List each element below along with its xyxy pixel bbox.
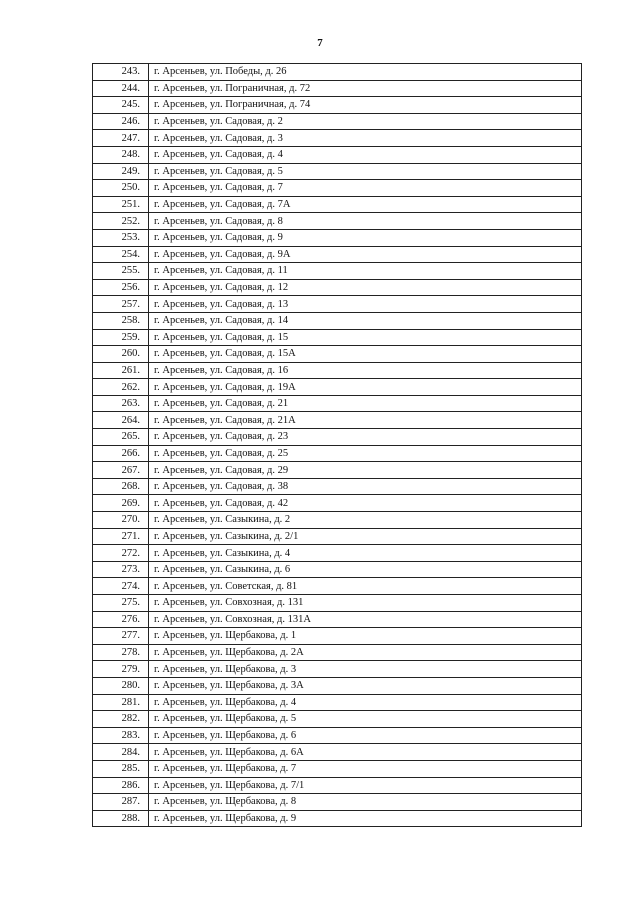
row-address: г. Арсеньев, ул. Щербакова, д. 5 — [149, 711, 582, 728]
table-row — [93, 429, 582, 446]
row-address: г. Арсеньев, ул. Садовая, д. 11 — [149, 263, 582, 280]
table-row — [93, 644, 582, 661]
row-address: г. Арсеньев, ул. Победы, д. 26 — [149, 64, 582, 81]
row-number: 271. — [93, 528, 149, 545]
row-address: г. Арсеньев, ул. Садовая, д. 23 — [149, 429, 582, 446]
row-address: г. Арсеньев, ул. Садовая, д. 7А — [149, 196, 582, 213]
row-number: 286. — [93, 777, 149, 794]
table-row — [93, 528, 582, 545]
table-row — [93, 113, 582, 130]
row-address: г. Арсеньев, ул. Садовая, д. 14 — [149, 312, 582, 329]
row-address: г. Арсеньев, ул. Садовая, д. 21А — [149, 412, 582, 429]
row-number: 259. — [93, 329, 149, 346]
row-address: г. Арсеньев, ул. Щербакова, д. 6 — [149, 727, 582, 744]
table-row — [93, 229, 582, 246]
table-row — [93, 661, 582, 678]
row-address: г. Арсеньев, ул. Сазыкина, д. 2 — [149, 512, 582, 529]
row-address: г. Арсеньев, ул. Щербакова, д. 6А — [149, 744, 582, 761]
row-number: 254. — [93, 246, 149, 263]
table-row — [93, 246, 582, 263]
row-address: г. Арсеньев, ул. Сазыкина, д. 2/1 — [149, 528, 582, 545]
table-row — [93, 329, 582, 346]
table-row — [93, 760, 582, 777]
row-address: г. Арсеньев, ул. Садовая, д. 15 — [149, 329, 582, 346]
row-number: 270. — [93, 512, 149, 529]
table-row — [93, 263, 582, 280]
address-table-body — [93, 64, 582, 827]
row-number: 275. — [93, 595, 149, 612]
row-number: 253. — [93, 229, 149, 246]
table-row — [93, 462, 582, 479]
row-address: г. Арсеньев, ул. Садовая, д. 13 — [149, 296, 582, 313]
row-number: 256. — [93, 279, 149, 296]
row-address: г. Арсеньев, ул. Садовая, д. 21 — [149, 395, 582, 412]
row-number: 274. — [93, 578, 149, 595]
row-number: 282. — [93, 711, 149, 728]
table-row — [93, 80, 582, 97]
row-address: г. Арсеньев, ул. Сазыкина, д. 4 — [149, 545, 582, 562]
row-address: г. Арсеньев, ул. Садовая, д. 19А — [149, 379, 582, 396]
table-row — [93, 495, 582, 512]
table-row — [93, 578, 582, 595]
table-row — [93, 677, 582, 694]
row-number: 272. — [93, 545, 149, 562]
row-number: 250. — [93, 180, 149, 197]
row-address: г. Арсеньев, ул. Щербакова, д. 2А — [149, 644, 582, 661]
row-number: 273. — [93, 561, 149, 578]
table-row — [93, 379, 582, 396]
row-number: 268. — [93, 478, 149, 495]
row-address: г. Арсеньев, ул. Советская, д. 81 — [149, 578, 582, 595]
table-row — [93, 163, 582, 180]
row-number: 243. — [93, 64, 149, 81]
table-row — [93, 395, 582, 412]
table-row — [93, 744, 582, 761]
table-row — [93, 561, 582, 578]
table-row — [93, 64, 582, 81]
row-number: 267. — [93, 462, 149, 479]
row-number: 288. — [93, 810, 149, 827]
row-address: г. Арсеньев, ул. Щербакова, д. 8 — [149, 794, 582, 811]
row-number: 247. — [93, 130, 149, 147]
row-number: 278. — [93, 644, 149, 661]
table-row — [93, 412, 582, 429]
table-row — [93, 196, 582, 213]
table-row — [93, 777, 582, 794]
row-number: 283. — [93, 727, 149, 744]
row-number: 266. — [93, 445, 149, 462]
row-address: г. Арсеньев, ул. Садовая, д. 4 — [149, 146, 582, 163]
table-row — [93, 711, 582, 728]
row-number: 261. — [93, 362, 149, 379]
row-address: г. Арсеньев, ул. Щербакова, д. 7 — [149, 760, 582, 777]
row-number: 287. — [93, 794, 149, 811]
row-address: г. Арсеньев, ул. Садовая, д. 9А — [149, 246, 582, 263]
table-row — [93, 97, 582, 114]
table-row — [93, 312, 582, 329]
row-number: 265. — [93, 429, 149, 446]
row-number: 263. — [93, 395, 149, 412]
row-address: г. Арсеньев, ул. Садовая, д. 42 — [149, 495, 582, 512]
row-number: 269. — [93, 495, 149, 512]
table-row — [93, 595, 582, 612]
table-row — [93, 296, 582, 313]
row-address: г. Арсеньев, ул. Пограничная, д. 72 — [149, 80, 582, 97]
row-address: г. Арсеньев, ул. Щербакова, д. 4 — [149, 694, 582, 711]
row-number: 246. — [93, 113, 149, 130]
row-address: г. Арсеньев, ул. Щербакова, д. 1 — [149, 628, 582, 645]
row-address: г. Арсеньев, ул. Щербакова, д. 3 — [149, 661, 582, 678]
address-table — [92, 63, 582, 827]
row-address: г. Арсеньев, ул. Садовая, д. 5 — [149, 163, 582, 180]
row-address: г. Арсеньев, ул. Сазыкина, д. 6 — [149, 561, 582, 578]
table-row — [93, 180, 582, 197]
row-number: 262. — [93, 379, 149, 396]
row-address: г. Арсеньев, ул. Садовая, д. 8 — [149, 213, 582, 230]
row-number: 249. — [93, 163, 149, 180]
table-row — [93, 545, 582, 562]
row-address: г. Арсеньев, ул. Щербакова, д. 7/1 — [149, 777, 582, 794]
table-row — [93, 611, 582, 628]
row-address: г. Арсеньев, ул. Щербакова, д. 9 — [149, 810, 582, 827]
row-address: г. Арсеньев, ул. Садовая, д. 16 — [149, 362, 582, 379]
row-address: г. Арсеньев, ул. Садовая, д. 29 — [149, 462, 582, 479]
table-row — [93, 146, 582, 163]
table-row — [93, 478, 582, 495]
row-address: г. Арсеньев, ул. Совхозная, д. 131 — [149, 595, 582, 612]
row-number: 281. — [93, 694, 149, 711]
table-row — [93, 628, 582, 645]
row-address: г. Арсеньев, ул. Садовая, д. 9 — [149, 229, 582, 246]
table-row — [93, 279, 582, 296]
table-row — [93, 346, 582, 363]
row-number: 260. — [93, 346, 149, 363]
row-address: г. Арсеньев, ул. Садовая, д. 7 — [149, 180, 582, 197]
row-address: г. Арсеньев, ул. Садовая, д. 38 — [149, 478, 582, 495]
row-address: г. Арсеньев, ул. Садовая, д. 25 — [149, 445, 582, 462]
row-number: 248. — [93, 146, 149, 163]
table-row — [93, 445, 582, 462]
table-row — [93, 794, 582, 811]
table-row — [93, 810, 582, 827]
row-number: 276. — [93, 611, 149, 628]
table-row — [93, 694, 582, 711]
table-row — [93, 362, 582, 379]
table-row — [93, 512, 582, 529]
page-number: 7 — [317, 37, 323, 49]
row-number: 285. — [93, 760, 149, 777]
row-address: г. Арсеньев, ул. Садовая, д. 15А — [149, 346, 582, 363]
row-number: 258. — [93, 312, 149, 329]
table-row — [93, 130, 582, 147]
row-number: 255. — [93, 263, 149, 280]
row-number: 279. — [93, 661, 149, 678]
row-number: 252. — [93, 213, 149, 230]
row-number: 244. — [93, 80, 149, 97]
row-address: г. Арсеньев, ул. Садовая, д. 2 — [149, 113, 582, 130]
row-address: г. Арсеньев, ул. Садовая, д. 3 — [149, 130, 582, 147]
row-address: г. Арсеньев, ул. Щербакова, д. 3А — [149, 677, 582, 694]
row-address: г. Арсеньев, ул. Пограничная, д. 74 — [149, 97, 582, 114]
table-row — [93, 213, 582, 230]
table-row — [93, 727, 582, 744]
row-number: 245. — [93, 97, 149, 114]
row-address: г. Арсеньев, ул. Садовая, д. 12 — [149, 279, 582, 296]
row-number: 257. — [93, 296, 149, 313]
row-number: 280. — [93, 677, 149, 694]
row-number: 264. — [93, 412, 149, 429]
row-number: 284. — [93, 744, 149, 761]
row-number: 251. — [93, 196, 149, 213]
row-address: г. Арсеньев, ул. Совхозная, д. 131А — [149, 611, 582, 628]
row-number: 277. — [93, 628, 149, 645]
